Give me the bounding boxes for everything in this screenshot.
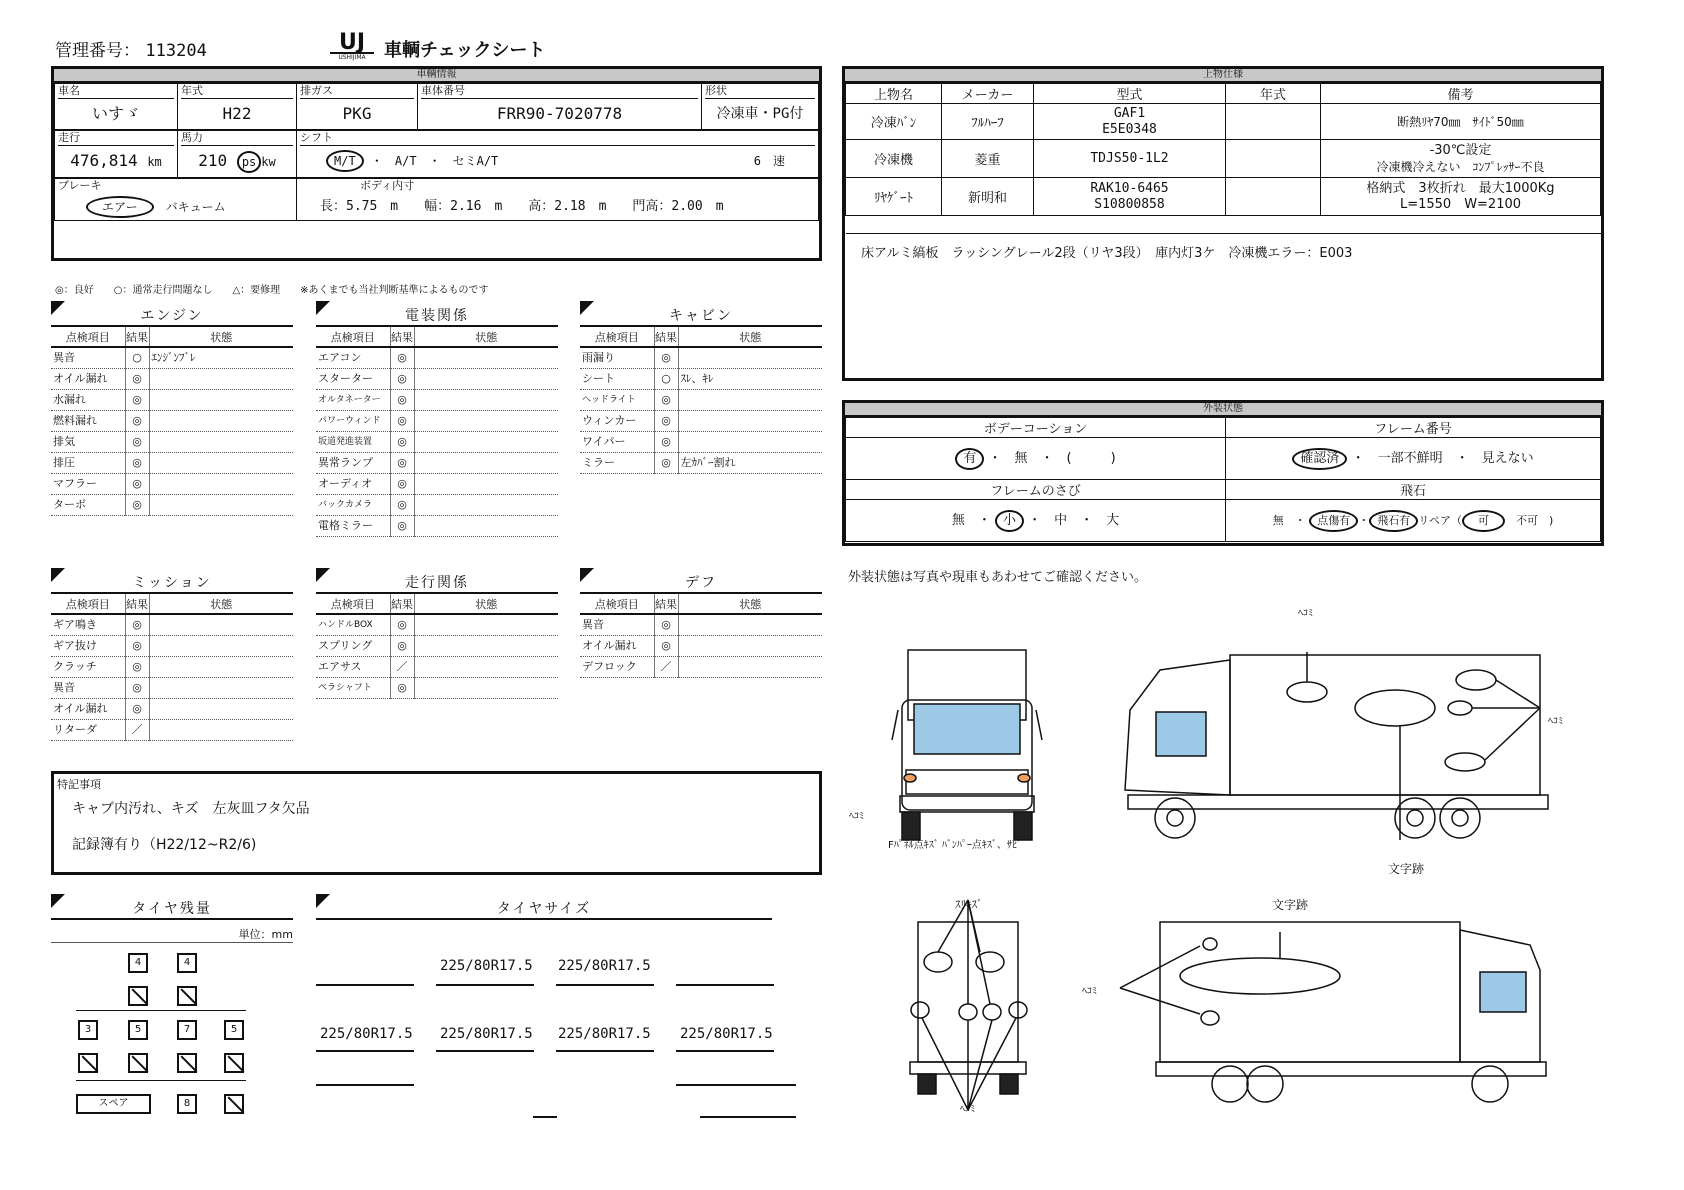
check-result: ◎ <box>125 614 149 636</box>
table-row <box>580 453 822 474</box>
cabin-section: キャビン 点検項目 結果 状態 雨漏り ◎ シート ○ ｽﾚ、ｷﾚ ヘッドライト ◎ ウィンカー ◎ ワイパー ◎ ミラー ◎ 左ｶﾊﾞｰ割れ <box>580 305 822 474</box>
check-item: ハンドルBOX <box>316 614 390 636</box>
letter-trace-label: 文字跡 <box>1388 862 1425 876</box>
check-state <box>149 411 293 432</box>
tire-size: タイヤサイズ <box>316 898 772 920</box>
tire-empty <box>128 986 148 1006</box>
check-item: オイル漏れ <box>51 699 125 720</box>
tire-empty <box>177 986 197 1006</box>
notes-line-2: 記録簿有り（H22/12~R2/6) <box>72 837 257 853</box>
tire-empty <box>224 1053 244 1073</box>
doc-title: 車輌チェックシート <box>384 40 546 61</box>
tire-rear: 3 <box>78 1020 98 1040</box>
check-item: クラッチ <box>51 657 125 678</box>
front-windshield <box>914 704 1020 754</box>
engine-section: エンジン 点検項目 結果 状態 異音 ○ ｴﾝｼﾞﾝﾌﾞﾚ オイル漏れ ◎ 水漏れ ◎ 燃料漏れ ◎ 排気 ◎ 排圧 ◎ マフラー ◎ ターボ ◎ <box>51 305 293 516</box>
check-state <box>678 657 822 678</box>
check-state <box>149 720 293 741</box>
check-item: ギア抜け <box>51 636 125 657</box>
vehicle-info: 車輌情報 車名 いすゞ 年式 H22 排ガス PKG 車体番号 FRR90-7020778 形状 冷凍車・PG付 走行 476,814 km 馬力 210 ps kw シフト M/T ・ A/T ・ セミA/T 6 速 ブレーキ エアー バキューム ボディ内寸 長：5.75 m 幅：2.16 m 高：2.18 m 門高：2.00 m <box>51 66 822 261</box>
check-item: オイル漏れ <box>51 369 125 390</box>
check-state <box>149 614 293 636</box>
spare-label: スペア <box>76 1094 151 1114</box>
body-shape: 冷凍車・PG付 <box>716 106 804 122</box>
check-result: ◎ <box>125 432 149 453</box>
check-result: ／ <box>390 657 414 678</box>
check-result: ／ <box>654 657 678 678</box>
check-result: ○ <box>654 369 678 390</box>
scratch-label: ｽﾘｷｽﾞ <box>955 898 983 911</box>
check-result: ◎ <box>125 453 149 474</box>
tire-remaining: タイヤ残量 単位：mm <box>51 898 293 943</box>
tire-front-right: 4 <box>177 953 197 973</box>
check-state <box>414 411 558 432</box>
tire-empty <box>224 1094 244 1114</box>
table-row <box>580 390 822 411</box>
table-row <box>51 390 293 411</box>
table-row <box>51 699 293 720</box>
legend: ◎：良好 ○：通常走行問題なし △：要修理 ※あくまでも当社判断基準によるものです <box>55 285 489 296</box>
tire-size-rear: 225/80R17.5 <box>440 1026 533 1042</box>
check-item: 異常ランプ <box>316 453 390 474</box>
table-row <box>51 474 293 495</box>
table-row <box>316 474 558 495</box>
kanri-number: 管理番号： 113204 <box>55 41 207 61</box>
check-state <box>414 657 558 678</box>
tire-rear: 5 <box>128 1020 148 1040</box>
check-item: エアサス <box>316 657 390 678</box>
check-result: ◎ <box>125 390 149 411</box>
table-row <box>51 678 293 699</box>
check-result: ◎ <box>390 369 414 390</box>
car-year: H22 <box>222 104 252 123</box>
check-item: 坂道発進装置 <box>316 432 390 453</box>
check-item: 異音 <box>51 678 125 699</box>
check-result: ◎ <box>125 699 149 720</box>
tire-size-front: 225/80R17.5 <box>558 958 651 974</box>
check-result: ◎ <box>390 411 414 432</box>
frame-ok: 確認済 <box>1292 448 1347 470</box>
check-item: ペラシャフト <box>316 678 390 699</box>
check-state <box>678 411 822 432</box>
check-state <box>414 390 558 411</box>
body-number: FRR90-7020778 <box>496 104 623 123</box>
check-state <box>149 699 293 720</box>
dent-label: ﾍｺﾐ <box>849 811 864 822</box>
table-row <box>51 347 293 369</box>
check-state <box>149 495 293 516</box>
tire-empty <box>177 1053 197 1073</box>
check-item: マフラー <box>51 474 125 495</box>
check-result: ◎ <box>125 411 149 432</box>
check-result: ◎ <box>390 347 414 369</box>
check-item: シート <box>580 369 654 390</box>
tire-size-front: 225/80R17.5 <box>440 958 533 974</box>
table-row <box>580 432 822 453</box>
check-item: スプリング <box>316 636 390 657</box>
horsepower: 210 <box>198 151 228 170</box>
check-item: 雨漏り <box>580 347 654 369</box>
check-item: オイル漏れ <box>580 636 654 657</box>
check-item: オーディオ <box>316 474 390 495</box>
check-state <box>149 432 293 453</box>
table-row <box>580 411 822 432</box>
check-result: ◎ <box>654 453 678 474</box>
check-result: ◎ <box>390 390 414 411</box>
check-state <box>414 369 558 390</box>
check-result: ◎ <box>125 495 149 516</box>
check-item: ヘッドライト <box>580 390 654 411</box>
check-result: ◎ <box>654 411 678 432</box>
table-row <box>316 453 558 474</box>
table-row <box>316 614 558 636</box>
table-row <box>580 657 822 678</box>
upper-spec-title: 上物仕様 <box>845 69 1601 83</box>
side1-window <box>1156 712 1206 756</box>
check-item: スターター <box>316 369 390 390</box>
tire-rear: 5 <box>224 1020 244 1040</box>
check-item: ウィンカー <box>580 411 654 432</box>
table-row <box>580 347 822 369</box>
table-row <box>580 369 822 390</box>
check-item: 異音 <box>580 614 654 636</box>
check-state <box>414 347 558 369</box>
exterior-state: 外装状態 ボデーコーション フレーム番号 有 ・ 無 ・ ( ) 確認済 ・ 一部不鮮明 ・ 見えない フレームのさび 飛石 無 ・ 小 ・ 中 ・ 大 無 ・ 点傷有 ・ 飛石有 リペア（ 可 不可 ) <box>842 400 1604 546</box>
tire-empty <box>78 1053 98 1073</box>
check-state <box>414 516 558 537</box>
mileage: 476,814 <box>70 151 138 170</box>
check-item: パワーウィンド <box>316 411 390 432</box>
inner-dimensions: 長：5.75 m 幅：2.16 m 高：2.18 m 門高：2.00 m <box>320 199 724 214</box>
vehicle-info-title: 車輌情報 <box>54 69 819 83</box>
check-item: ワイパー <box>580 432 654 453</box>
tire-size-rear: 225/80R17.5 <box>320 1026 413 1042</box>
check-result: ◎ <box>125 474 149 495</box>
check-item: 水漏れ <box>51 390 125 411</box>
check-result: ◎ <box>125 636 149 657</box>
check-state <box>414 474 558 495</box>
dent-label: ﾍｺﾐ <box>1298 608 1313 619</box>
table-row <box>580 636 822 657</box>
drive-section: 走行関係 点検項目 結果 状態 ハンドルBOX ◎ スプリング ◎ エアサス ／ ペラシャフト ◎ <box>316 572 558 699</box>
check-state <box>414 636 558 657</box>
tire-size-rear: 225/80R17.5 <box>558 1026 651 1042</box>
table-row <box>316 347 558 369</box>
table-row <box>316 390 558 411</box>
diff-section: デフ 点検項目 結果 状態 異音 ◎ オイル漏れ ◎ デフロック ／ <box>580 572 822 678</box>
company-logo: UJ USHIJIMA <box>330 34 374 60</box>
check-result: ◎ <box>654 636 678 657</box>
check-item: エアコン <box>316 347 390 369</box>
check-state <box>414 678 558 699</box>
check-state <box>414 614 558 636</box>
check-result: ／ <box>125 720 149 741</box>
check-state: 左ｶﾊﾞｰ割れ <box>678 453 822 474</box>
table-row <box>51 614 293 636</box>
check-item: ターボ <box>51 495 125 516</box>
check-item: バックカメラ <box>316 495 390 516</box>
tire-rear: 7 <box>177 1020 197 1040</box>
check-result: ◎ <box>654 432 678 453</box>
check-result: ◎ <box>125 369 149 390</box>
check-item: 排気 <box>51 432 125 453</box>
dent-label: ﾍｺﾐ <box>960 1104 975 1115</box>
shift-mt: M/T <box>326 150 364 172</box>
check-state <box>149 678 293 699</box>
check-result: ◎ <box>390 516 414 537</box>
check-result: ◎ <box>654 390 678 411</box>
check-item: 異音 <box>51 347 125 369</box>
table-row <box>51 495 293 516</box>
check-item: リターダ <box>51 720 125 741</box>
check-item: 燃料漏れ <box>51 411 125 432</box>
check-result: ◎ <box>390 453 414 474</box>
tire-size-rear: 225/80R17.5 <box>680 1026 773 1042</box>
dent-label: ﾍｺﾐ <box>1548 716 1563 727</box>
emission: PKG <box>342 104 372 123</box>
check-result: ◎ <box>390 678 414 699</box>
check-state: ｽﾚ、ｷﾚ <box>678 369 822 390</box>
dent-label: ﾍｺﾐ <box>1082 986 1097 997</box>
check-result: ◎ <box>125 678 149 699</box>
table-row <box>316 516 558 537</box>
table-row <box>316 657 558 678</box>
tire-front-left: 4 <box>128 953 148 973</box>
notes-line-1: キャブ内汚れ、キズ 左灰皿フタ欠品 <box>72 801 310 817</box>
table-row <box>316 432 558 453</box>
table-row <box>51 636 293 657</box>
check-state <box>678 432 822 453</box>
check-state <box>678 614 822 636</box>
check-item: オルタネーター <box>316 390 390 411</box>
mission-section: ミッション 点検項目 結果 状態 ギア鳴き ◎ ギア抜け ◎ クラッチ ◎ 異音 ◎ オイル漏れ ◎ リターダ ／ <box>51 572 293 741</box>
car-name: いすゞ <box>91 104 140 123</box>
check-result: ◎ <box>390 636 414 657</box>
coat-yes: 有 <box>955 448 984 470</box>
front-damage-note: Fﾊﾟﾈﾙ点ｷｽﾞ ﾊﾞﾝﾊﾟｰ点ｷｽﾞ、ｻﾋﾞ <box>888 840 1022 851</box>
check-state: ｴﾝｼﾞﾝﾌﾞﾚ <box>149 347 293 369</box>
table-row <box>316 411 558 432</box>
table-row <box>316 495 558 516</box>
check-item: ギア鳴き <box>51 614 125 636</box>
check-state <box>414 495 558 516</box>
truck-diagram <box>840 600 1630 1120</box>
tire-spare: 8 <box>177 1094 197 1114</box>
table-row <box>51 657 293 678</box>
letter-trace-label: 文字跡 <box>1272 898 1309 912</box>
exterior-confirm: 外装状態は写真や現車もあわせてご確認ください。 <box>848 570 1148 585</box>
tire-empty <box>128 1053 148 1073</box>
table-row <box>51 369 293 390</box>
table-row <box>316 678 558 699</box>
table-row <box>316 636 558 657</box>
check-state <box>149 657 293 678</box>
check-state <box>678 636 822 657</box>
brake-air: エアー <box>86 196 154 218</box>
check-result: ◎ <box>125 657 149 678</box>
front-grille <box>906 770 1028 794</box>
check-state <box>149 453 293 474</box>
rust-small: 小 <box>995 510 1024 532</box>
table-row <box>51 720 293 741</box>
check-item: デフロック <box>580 657 654 678</box>
check-result: ◎ <box>390 495 414 516</box>
check-item: 電格ミラー <box>316 516 390 537</box>
table-row <box>51 432 293 453</box>
check-state <box>149 474 293 495</box>
electric-section: 電装関係 点検項目 結果 状態 エアコン ◎ スターター ◎ オルタネーター ◎ パワーウィンド ◎ 坂道発進装置 ◎ 異常ランプ ◎ オーディオ ◎ バックカメラ ◎ 電格ミラー ◎ <box>316 305 558 537</box>
check-state <box>149 636 293 657</box>
table-row <box>51 411 293 432</box>
check-result: ◎ <box>390 432 414 453</box>
check-state <box>149 369 293 390</box>
upper-note: 床アルミ縞板 ラッシングレール2段（リヤ3段） 庫内灯3ケ 冷凍機エラー：E003 <box>861 246 1353 261</box>
special-notes: 特記事項 キャブ内汚れ、キズ 左灰皿フタ欠品 記録簿有り（H22/12~R2/6) <box>51 771 822 875</box>
table-row <box>580 614 822 636</box>
side2-box <box>1160 922 1460 1062</box>
check-result: ◎ <box>654 614 678 636</box>
check-state <box>414 432 558 453</box>
check-result: ◎ <box>654 347 678 369</box>
check-result: ◎ <box>390 614 414 636</box>
check-item: ミラー <box>580 453 654 474</box>
check-item: 排圧 <box>51 453 125 474</box>
table-row <box>316 369 558 390</box>
check-state <box>678 390 822 411</box>
check-state <box>678 347 822 369</box>
check-state <box>149 390 293 411</box>
check-result: ◎ <box>390 474 414 495</box>
check-result: ○ <box>125 347 149 369</box>
table-row <box>51 453 293 474</box>
upper-spec: 上物仕様 上物名 メーカー 型式 年式 備考 冷凍ﾊﾞﾝ ﾌﾙﾊｰﾌ GAF1 E5E0348 断熱ﾘﾔ70㎜ ｻｲﾄﾞ50㎜ 冷凍機 菱重 TDJS50-1L2 -30℃設定 冷凍機冷えない ｺﾝﾌﾟﾚｯｻｰ不良 ﾘﾔｹﾞｰﾄ 新明和 RAK10-6465 S10800858 格納式 3枚折れ 最大1000Kg L=1550 W=2100 床アルミ縞板 ラッシングレール2段（リヤ3段） 庫内灯3ケ 冷凍機エラー：E003 <box>842 66 1604 381</box>
check-state <box>414 453 558 474</box>
